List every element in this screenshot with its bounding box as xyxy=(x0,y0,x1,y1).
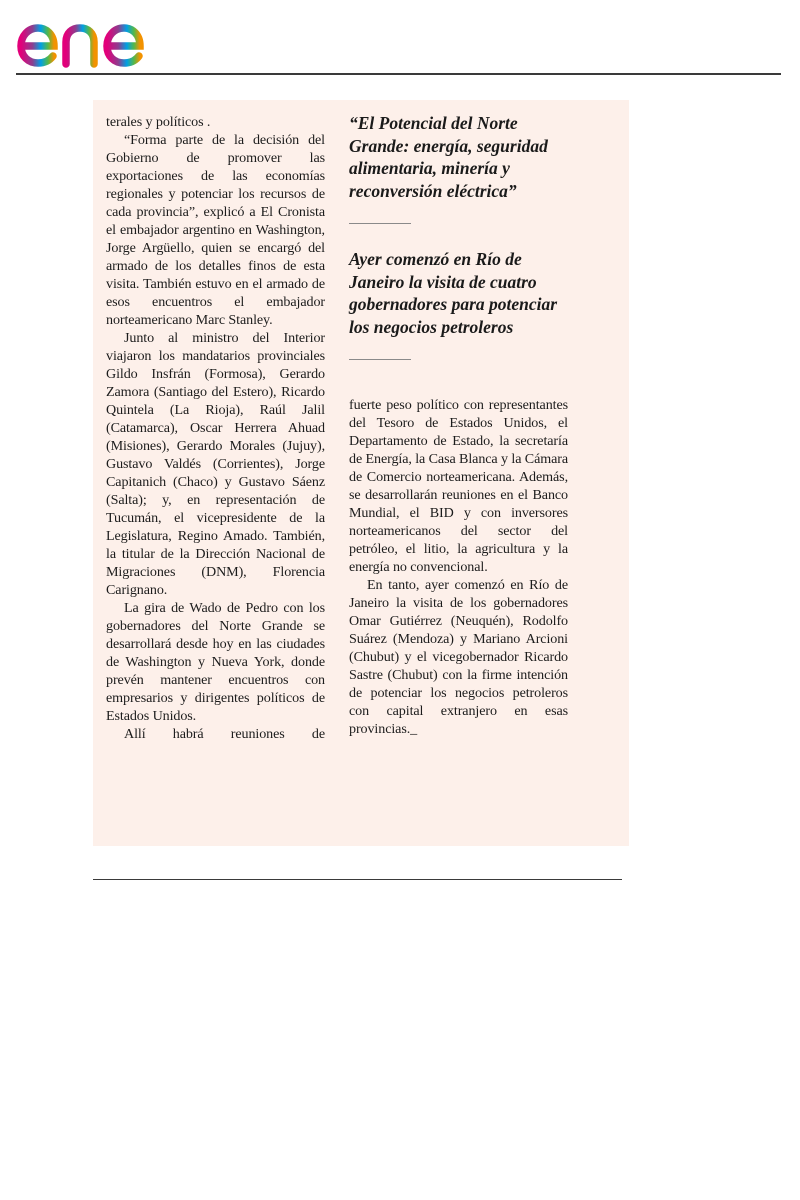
paragraph: fuerte peso político con representantes del Tesoro de Estados Unidos, el Departamento de Estado, la secretaría de Energía, la Casa Blanca y la Cámara de Comercio norteamericana. Además, se desarrollarán reuniones en el Banco Mundial, el BID y con inversores norteamericanos del sector del petróleo, el litio, la agricultura y la energía no convencional. xyxy=(349,397,568,575)
separator xyxy=(349,359,411,360)
paragraph: La gira de Wado de Pedro con los gobernadores del Norte Grande se desarrollará desde hoy en las ciudades de Washington y Nueva York, donde prevén mantener encuentros con empresarios y dirigentes políticos de Estados Unidos. xyxy=(106,600,325,724)
paragraph: terales y políticos . xyxy=(106,114,211,130)
paragraph: Junto al ministro del Interior viajaron los mandatarios provinciales Gildo Insfrán (Formosa), Gerardo Zamora (Santiago del Estero), Ricardo Quintela (La Rioja), Raúl Jalil (Catamarca), Oscar Herrera Ahuad (Misiones), Gerardo Morales (Jujuy), Gustavo Valdés (Corrientes), Jorge Capitanich (Chaco) y Gustavo Sáenz (Salta); y, en representación de Tucumán, el vicepresidente de la Legislatura, Regino Amado. También, la titular de la Dirección Nacional de Migraciones (DNM), Florencia Carignano. xyxy=(106,330,325,598)
paragraph: En tanto, ayer comenzó en Río de Janeiro la visita de los gobernadores Omar Gutiérrez (Neuquén), Rodolfo Suárez (Mendoza) y Mariano Arcioni (Chubut) y el vicegobernador Ricardo Sastre (Chubut) con la firme intención de potenciar los negocios petroleros con capital extranjero en esas provincias._ xyxy=(349,577,568,737)
separator xyxy=(349,223,411,224)
news-clipping xyxy=(93,100,629,846)
left-column xyxy=(106,113,325,743)
bottom-divider xyxy=(93,879,622,880)
pull-quote: Ayer comenzó en Río de Janeiro la visita de cuatro gobernadores para potenciar los negocios petroleros xyxy=(349,249,558,337)
enel-logo xyxy=(16,6,172,70)
header-divider xyxy=(16,73,781,75)
paragraph: Allí habrá reuniones de xyxy=(124,726,325,742)
pull-quote: “El Potencial del Norte Grande: energía, seguridad alimentaria, minería y reconversión eléctrica” xyxy=(349,113,548,201)
paragraph: “Forma parte de la decisión del Gobierno de promover las exportaciones de las economías regionales y potenciar los recursos de cada provincia”, explicó a El Cronista el embajador argentino en Washington, Jorge Argüello, quien se encargó del armado de los detalles finos de esta visita. También estuvo en el armado de esos encuentros el embajador norteamericano Marc Stanley. xyxy=(106,132,325,328)
page-header xyxy=(0,0,800,76)
right-column xyxy=(349,112,568,738)
